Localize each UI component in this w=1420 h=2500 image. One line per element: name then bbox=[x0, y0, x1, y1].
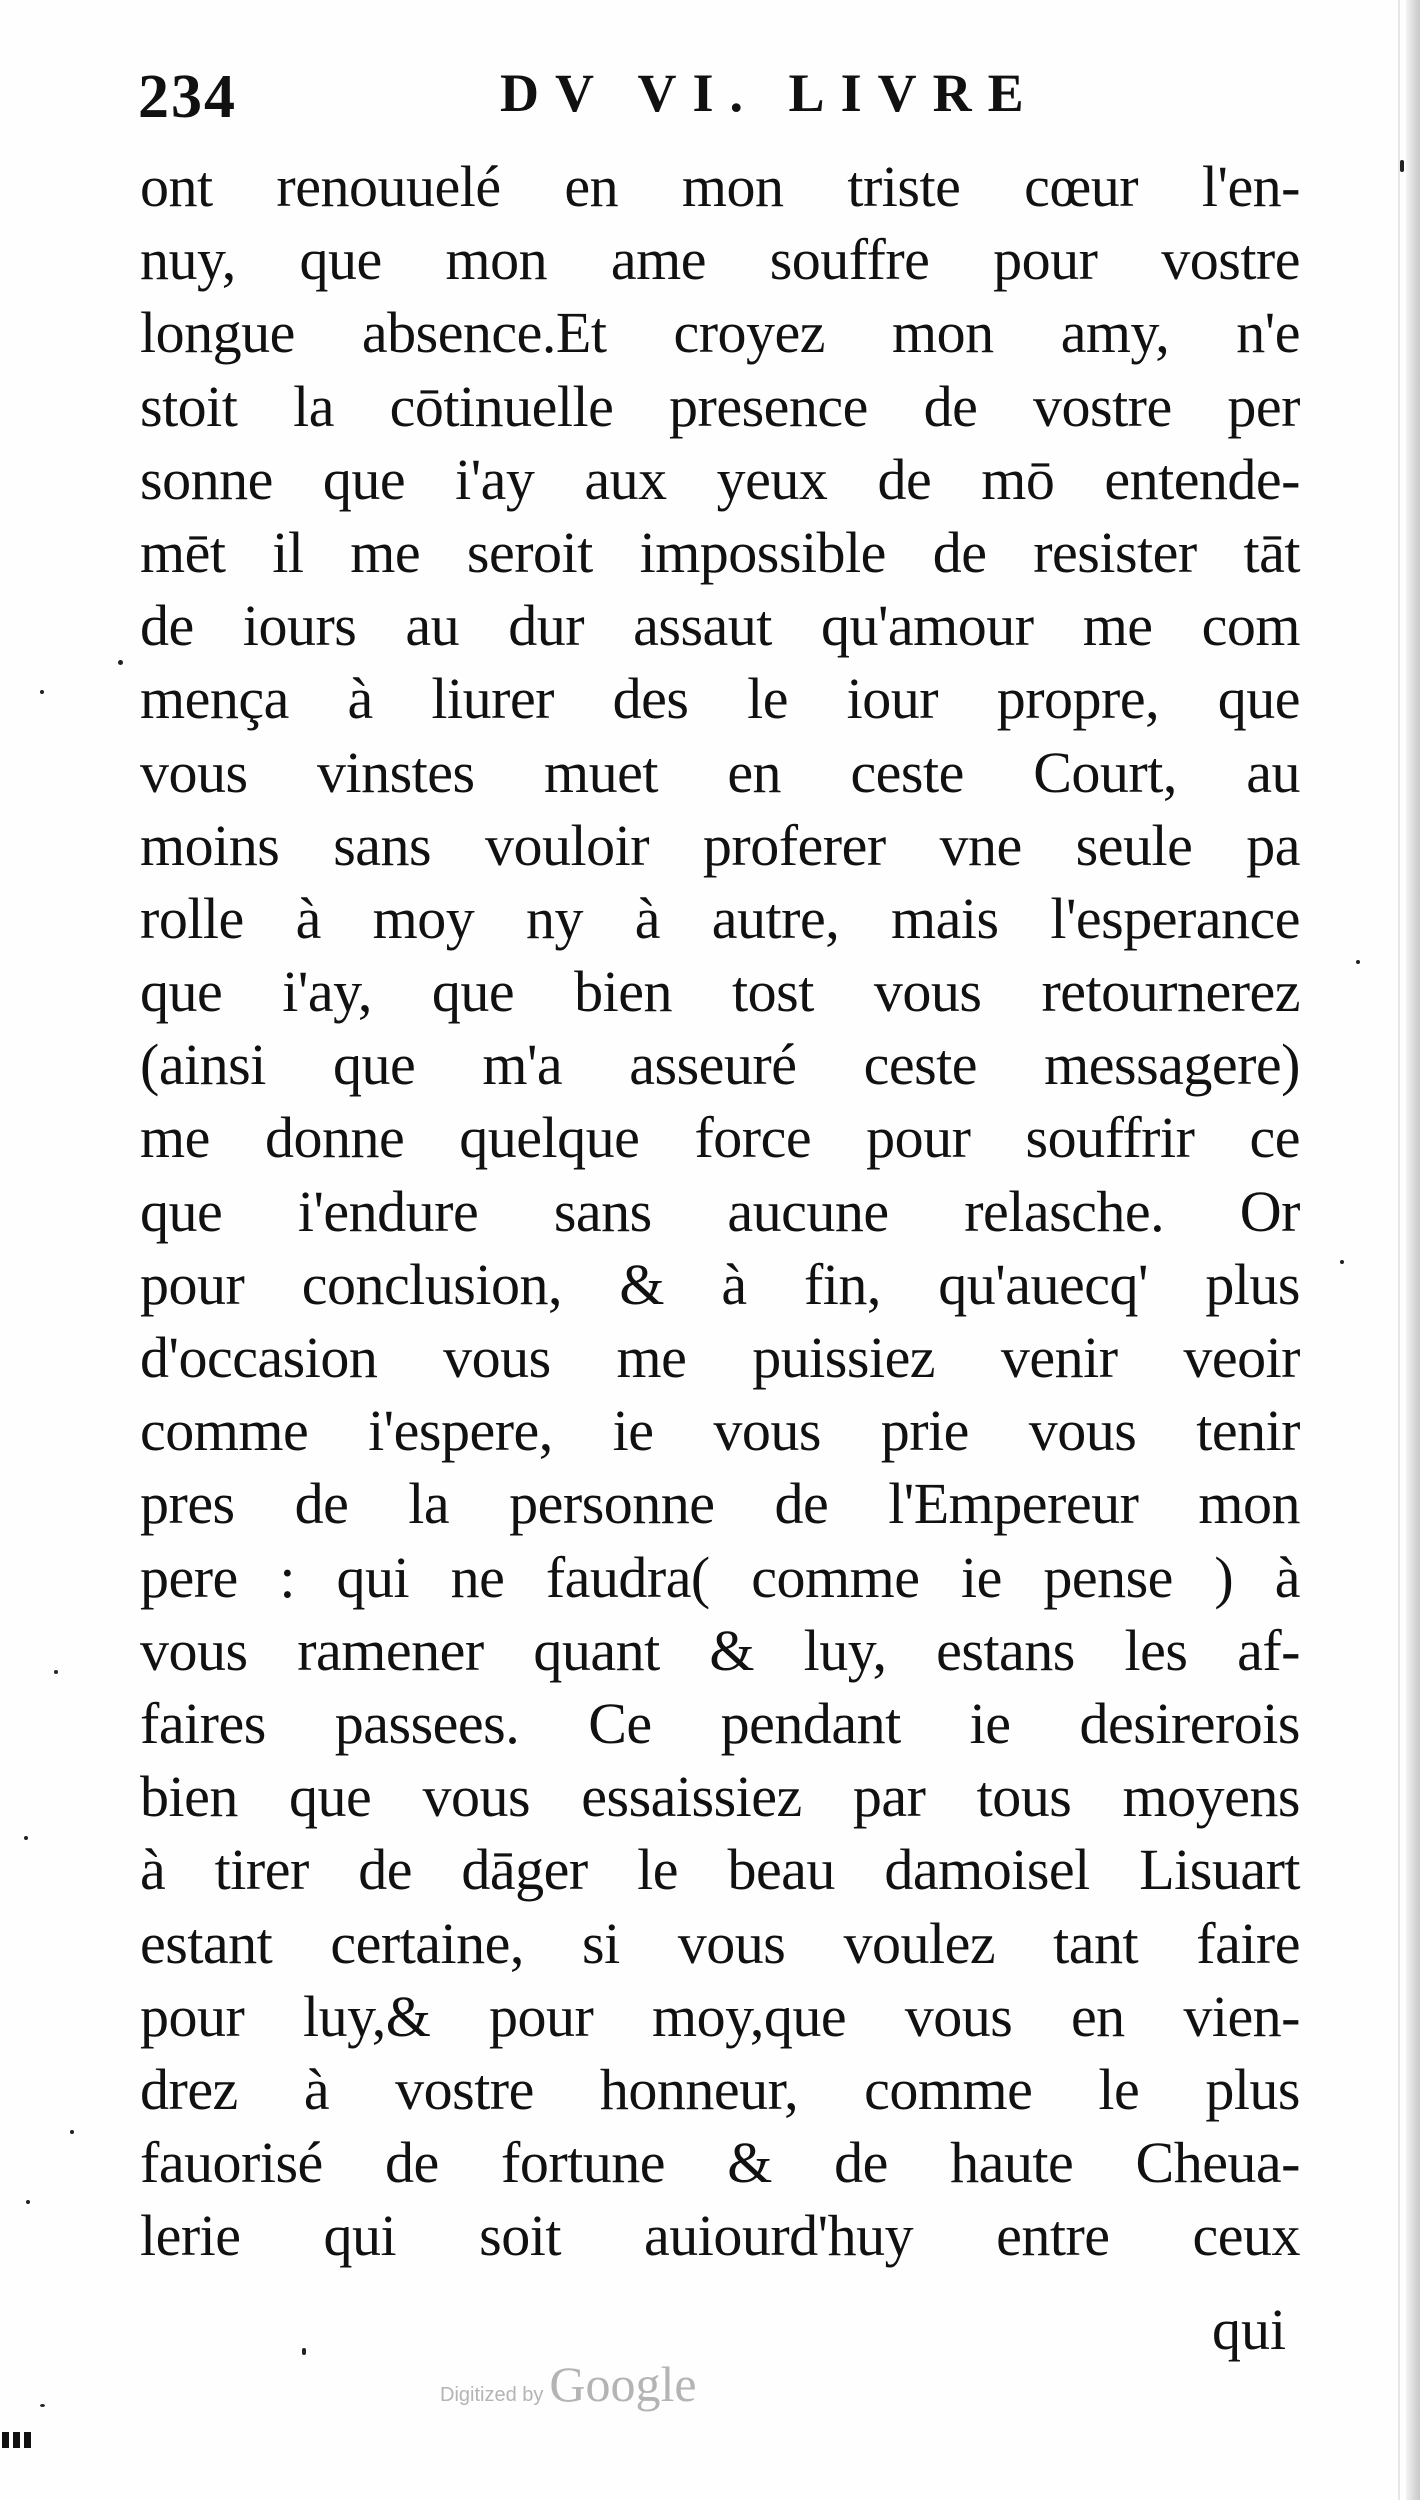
catchword: qui bbox=[1212, 2297, 1287, 2362]
text-line: à tirer de dāger le beau damoisel Lisuart bbox=[140, 1837, 1300, 1903]
text-line: d'occasion vous me puissiez venir veoir bbox=[140, 1325, 1300, 1390]
scan-speck bbox=[26, 2200, 30, 2204]
text-line: (ainsi que m'a asseuré ceste messagere) bbox=[140, 1032, 1300, 1098]
page-edge-line bbox=[1398, 0, 1400, 2500]
scan-speck bbox=[54, 1670, 58, 1674]
scan-speck bbox=[70, 2130, 74, 2134]
text-line: mença à liurer des le iour propre, que bbox=[140, 666, 1300, 732]
text-line: que i'ay, que bien tost vous retournerez bbox=[140, 959, 1300, 1025]
watermark-brand: Google bbox=[549, 2356, 697, 2412]
text-line: rolle à moy ny à autre, mais l'esperance bbox=[140, 885, 1300, 951]
text-line: estant certaine, si vous voulez tant faire bbox=[140, 1910, 1300, 1976]
running-head-title: DV VI. LIVRE bbox=[500, 63, 1040, 123]
text-line: comme i'espere, ie vous prie vous tenir bbox=[140, 1398, 1300, 1464]
text-line: stoit la cōtinuelle presence de vostre per bbox=[140, 373, 1300, 439]
running-head bbox=[138, 62, 1278, 142]
text-line: longue absence.Et croyez mon amy, n'e bbox=[140, 300, 1300, 366]
ink-mark bbox=[24, 2432, 31, 2448]
scan-speck bbox=[40, 2404, 45, 2407]
scan-speck bbox=[1400, 160, 1404, 172]
text-line: vous vinstes muet en ceste Court, au bbox=[140, 739, 1300, 805]
text-line: nuy, que mon ame souffre pour vostre bbox=[140, 227, 1300, 293]
body-text bbox=[140, 150, 1300, 2272]
watermark-prefix: Digitized by bbox=[440, 2384, 544, 2406]
scan-speck bbox=[40, 690, 44, 694]
text-line: ont renouuelé en mon triste cœur l'en- bbox=[140, 154, 1300, 219]
text-line: fauorisé de fortune & de haute Cheua- bbox=[140, 2130, 1300, 2196]
text-line: vous ramener quant & luy, estans les af- bbox=[140, 1617, 1300, 1683]
scan-speck bbox=[24, 1836, 28, 1840]
text-line: sonne que i'ay aux yeux de mō entende- bbox=[140, 446, 1300, 512]
digitized-watermark bbox=[440, 2355, 697, 2425]
text-line: pour conclusion, & à fin, qu'auecq' plus bbox=[140, 1251, 1300, 1317]
page-number: 234 bbox=[138, 63, 237, 131]
text-line: me donne quelque force pour souffrir ce bbox=[140, 1105, 1300, 1171]
text-line: mēt il me seroit impossible de resister tāt bbox=[140, 519, 1300, 585]
text-line: lerie qui soit auiourd'huy entre ceux bbox=[140, 2203, 1300, 2269]
scan-speck bbox=[302, 2348, 306, 2355]
text-line: pour luy,& pour moy,que vous en vien- bbox=[140, 1983, 1300, 2049]
ink-mark bbox=[13, 2432, 20, 2448]
text-line: bien que vous essaissiez par tous moyens bbox=[140, 1764, 1300, 1830]
text-line: drez à vostre honneur, comme le plus bbox=[140, 2056, 1300, 2122]
text-line: que i'endure sans aucune relasche. Or bbox=[140, 1178, 1300, 1244]
scan-speck bbox=[1356, 960, 1360, 964]
margin-ink-marks bbox=[2, 2432, 35, 2452]
text-line: de iours au dur assaut qu'amour me com bbox=[140, 593, 1300, 659]
text-line: pere : qui ne faudra( comme ie pense ) à bbox=[140, 1544, 1300, 1610]
ink-mark bbox=[2, 2432, 9, 2448]
scan-speck bbox=[118, 660, 123, 665]
text-line: moins sans vouloir proferer vne seule pa bbox=[140, 812, 1300, 878]
text-line: faires passees. Ce pendant ie desirerois bbox=[140, 1690, 1300, 1756]
scan-speck bbox=[1340, 1260, 1344, 1264]
page-edge-shadow bbox=[1406, 0, 1420, 2500]
text-line: pres de la personne de l'Empereur mon bbox=[140, 1471, 1300, 1537]
